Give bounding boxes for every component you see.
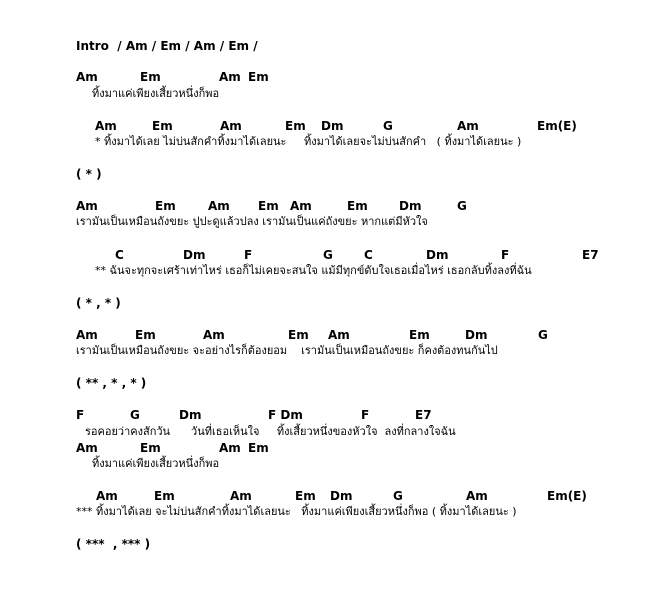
verse2-lyric: เรามันเป็นเหมือนถังขยะ ปูปะดูแล้วปลง เรามันเป็นแค่ถังขยะ หากแต่มีหัวใจ	[76, 215, 428, 228]
chord: F Dm	[268, 408, 303, 422]
chord: Em	[288, 328, 309, 342]
chord: Em	[155, 199, 176, 213]
chord: Dm	[465, 328, 488, 342]
chord: C	[115, 248, 124, 262]
chord: Am	[220, 119, 242, 133]
chord: Em	[409, 328, 430, 342]
chord: Am	[290, 199, 312, 213]
verse3-chord-row	[0, 327, 662, 343]
chord: Am	[95, 119, 117, 133]
chord: Am	[96, 489, 118, 503]
chord: Em(E)	[547, 489, 587, 503]
chord: Em	[140, 441, 161, 455]
verse3-lyric: เรามันเป็นเหมือนถังขยะ จะอย่างไรก็ต้องยอม เรามันเป็นเหมือนถังขยะ ก็คงต้องทนกันไป	[76, 344, 498, 357]
chord: Em	[285, 119, 306, 133]
chord: Am	[208, 199, 230, 213]
chord: Am	[76, 328, 98, 342]
chord: Am	[230, 489, 252, 503]
chord: Am	[76, 441, 98, 455]
chord: Em(E)	[537, 119, 577, 133]
bridge-lyric: ** ฉันจะทุกจะเศร้าเท่าไหร่ เธอก็ไม่เคยจะสนใจ แม้มีทุกข์ดับใจเธอเมื่อไหร่ เธอกลับทิ้งลงที่ฉัน	[95, 264, 532, 277]
verse2-chord-row	[0, 198, 662, 214]
chord: Am	[203, 328, 225, 342]
chord: Am	[466, 489, 488, 503]
verse1-lyric: ทิ้งมาแค่เพียงเสี้ยวหนึ่งก็พอ	[92, 87, 220, 100]
chord: G	[457, 199, 467, 213]
chord: C	[364, 248, 373, 262]
chord: E7	[582, 248, 599, 262]
chord: F	[244, 248, 253, 262]
intro-line: Intro / Am / Em / Am / Em /	[76, 39, 258, 53]
chord: F	[76, 408, 85, 422]
chord: Am	[76, 199, 98, 213]
chord: G	[538, 328, 548, 342]
chord: Em	[258, 199, 279, 213]
chord: F	[361, 408, 370, 422]
chord: Dm	[321, 119, 344, 133]
chord: G	[393, 489, 403, 503]
chord: Em	[140, 70, 161, 84]
chord: G	[383, 119, 393, 133]
chord: Em	[347, 199, 368, 213]
chorus1-chord-row	[0, 118, 662, 134]
chord: Am	[328, 328, 350, 342]
chord: Dm	[399, 199, 422, 213]
chord: G	[323, 248, 333, 262]
chorus2-lyric: *** ทิ้งมาได้เลย จะไม่บ่นสักคำทิ้งมาได้เลยนะ ทิ้งมาแค่เพียงเสี้ยวหนึ่งก็พอ ( ทิ้งมาได้เลยนะ )	[76, 505, 517, 518]
chorus2-chord-row	[0, 488, 662, 504]
chord: Em	[295, 489, 316, 503]
chord: E7	[415, 408, 432, 422]
repeat-marker: ( *** , *** )	[76, 537, 151, 551]
chord: Em	[135, 328, 156, 342]
repeat-marker: ( * , * )	[76, 296, 121, 310]
chorus1-lyric: * ทิ้งมาได้เลย ไม่บ่นสักคำทิ้งมาได้เลยนะ ทิ้งมาได้เลยจะไม่บ่นสักคำ ( ทิ้งมาได้เลยนะ )	[95, 135, 522, 148]
chord: Em	[154, 489, 175, 503]
chord: Dm	[179, 408, 202, 422]
chord: Dm	[330, 489, 353, 503]
chord: Em	[248, 441, 269, 455]
chord: F	[501, 248, 510, 262]
chord: Dm	[183, 248, 206, 262]
chord: G	[130, 408, 140, 422]
chord: Em	[152, 119, 173, 133]
outro2-lyric: ทิ้งมาแค่เพียงเสี้ยวหนึ่งก็พอ	[92, 457, 220, 470]
chord: Am	[76, 70, 98, 84]
outro2-chord-row	[0, 440, 662, 456]
chord: Dm	[426, 248, 449, 262]
verse1-chord-row	[0, 69, 662, 85]
repeat-marker: ( ** , * , * )	[76, 376, 147, 390]
chord: Em	[248, 70, 269, 84]
chord: Am	[219, 441, 241, 455]
repeat-marker: ( * )	[76, 167, 102, 181]
bridge-chord-row	[0, 247, 662, 263]
chord: Am	[457, 119, 479, 133]
outro1-lyric: รอคอยว่าคงสักวัน วันที่เธอเห็นใจ ทิ้งเสี้ยวหนึ่งของหัวใจ ลงที่กลางใจฉัน	[85, 425, 456, 438]
outro1-chord-row	[0, 407, 662, 423]
chord: Am	[219, 70, 241, 84]
